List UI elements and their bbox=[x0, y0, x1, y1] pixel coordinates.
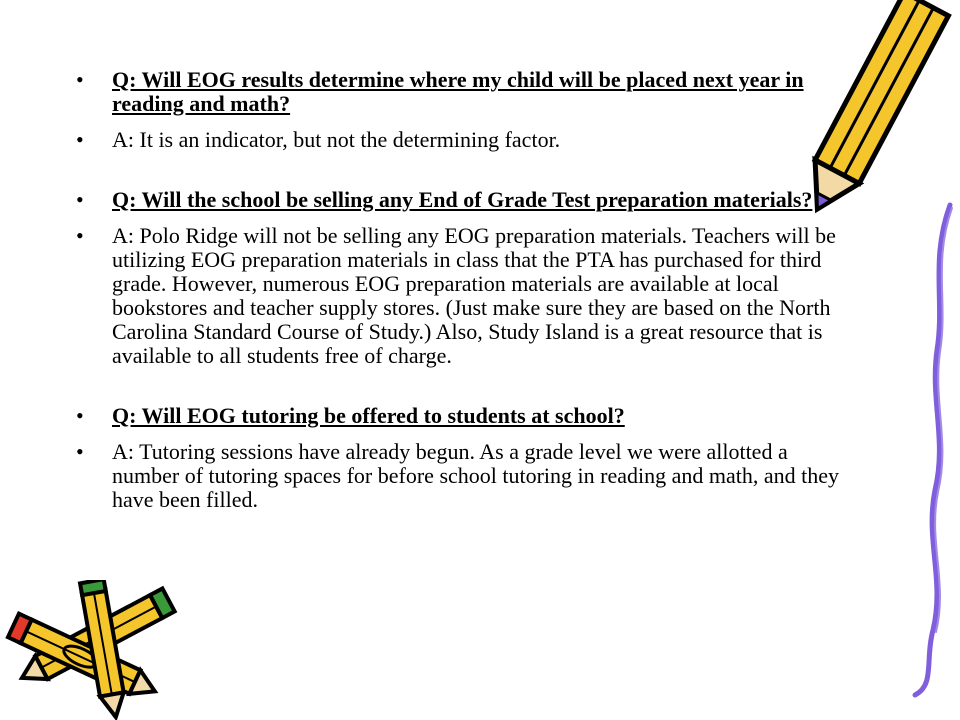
squiggle-line-icon bbox=[895, 200, 960, 700]
faq-question-2: • Q: Will the school be selling any End of Grade Test preparation materials? bbox=[76, 187, 813, 212]
faq-list bbox=[76, 68, 846, 512]
faq-answer-2: • A: Polo Ridge will not be selling any EOG preparation materials. Teachers will be utilizing EOG preparation materials in class that the PTA has purchased for third grade. However, numerous EOG preparation materials are available at local bookstores and teacher supply stores. (Just make sure they are based on the North Carolina Standard Course of Study.) Also, Study Island is a great resource that is available to all students free of charge. bbox=[76, 223, 836, 368]
faq-question-1: • Q: Will EOG results determine where my child will be placed next year in reading and math? bbox=[76, 67, 804, 116]
faq-answer-1: • A: It is an indicator, but not the determining factor. bbox=[76, 127, 561, 152]
bullet: • bbox=[76, 187, 84, 212]
bullet: • bbox=[76, 127, 84, 152]
crossed-pencils-icon bbox=[0, 580, 200, 720]
bullet: • bbox=[76, 67, 84, 92]
faq-question-3: • Q: Will EOG tutoring be offered to students at school? bbox=[76, 403, 625, 428]
bullet: • bbox=[76, 439, 84, 464]
faq-answer-3: • A: Tutoring sessions have already begun. As a grade level we were allotted a number of tutoring spaces for before school tutoring in reading and math, and they have been filled. bbox=[76, 439, 840, 512]
bullet: • bbox=[76, 223, 84, 248]
bullet: • bbox=[76, 403, 84, 428]
